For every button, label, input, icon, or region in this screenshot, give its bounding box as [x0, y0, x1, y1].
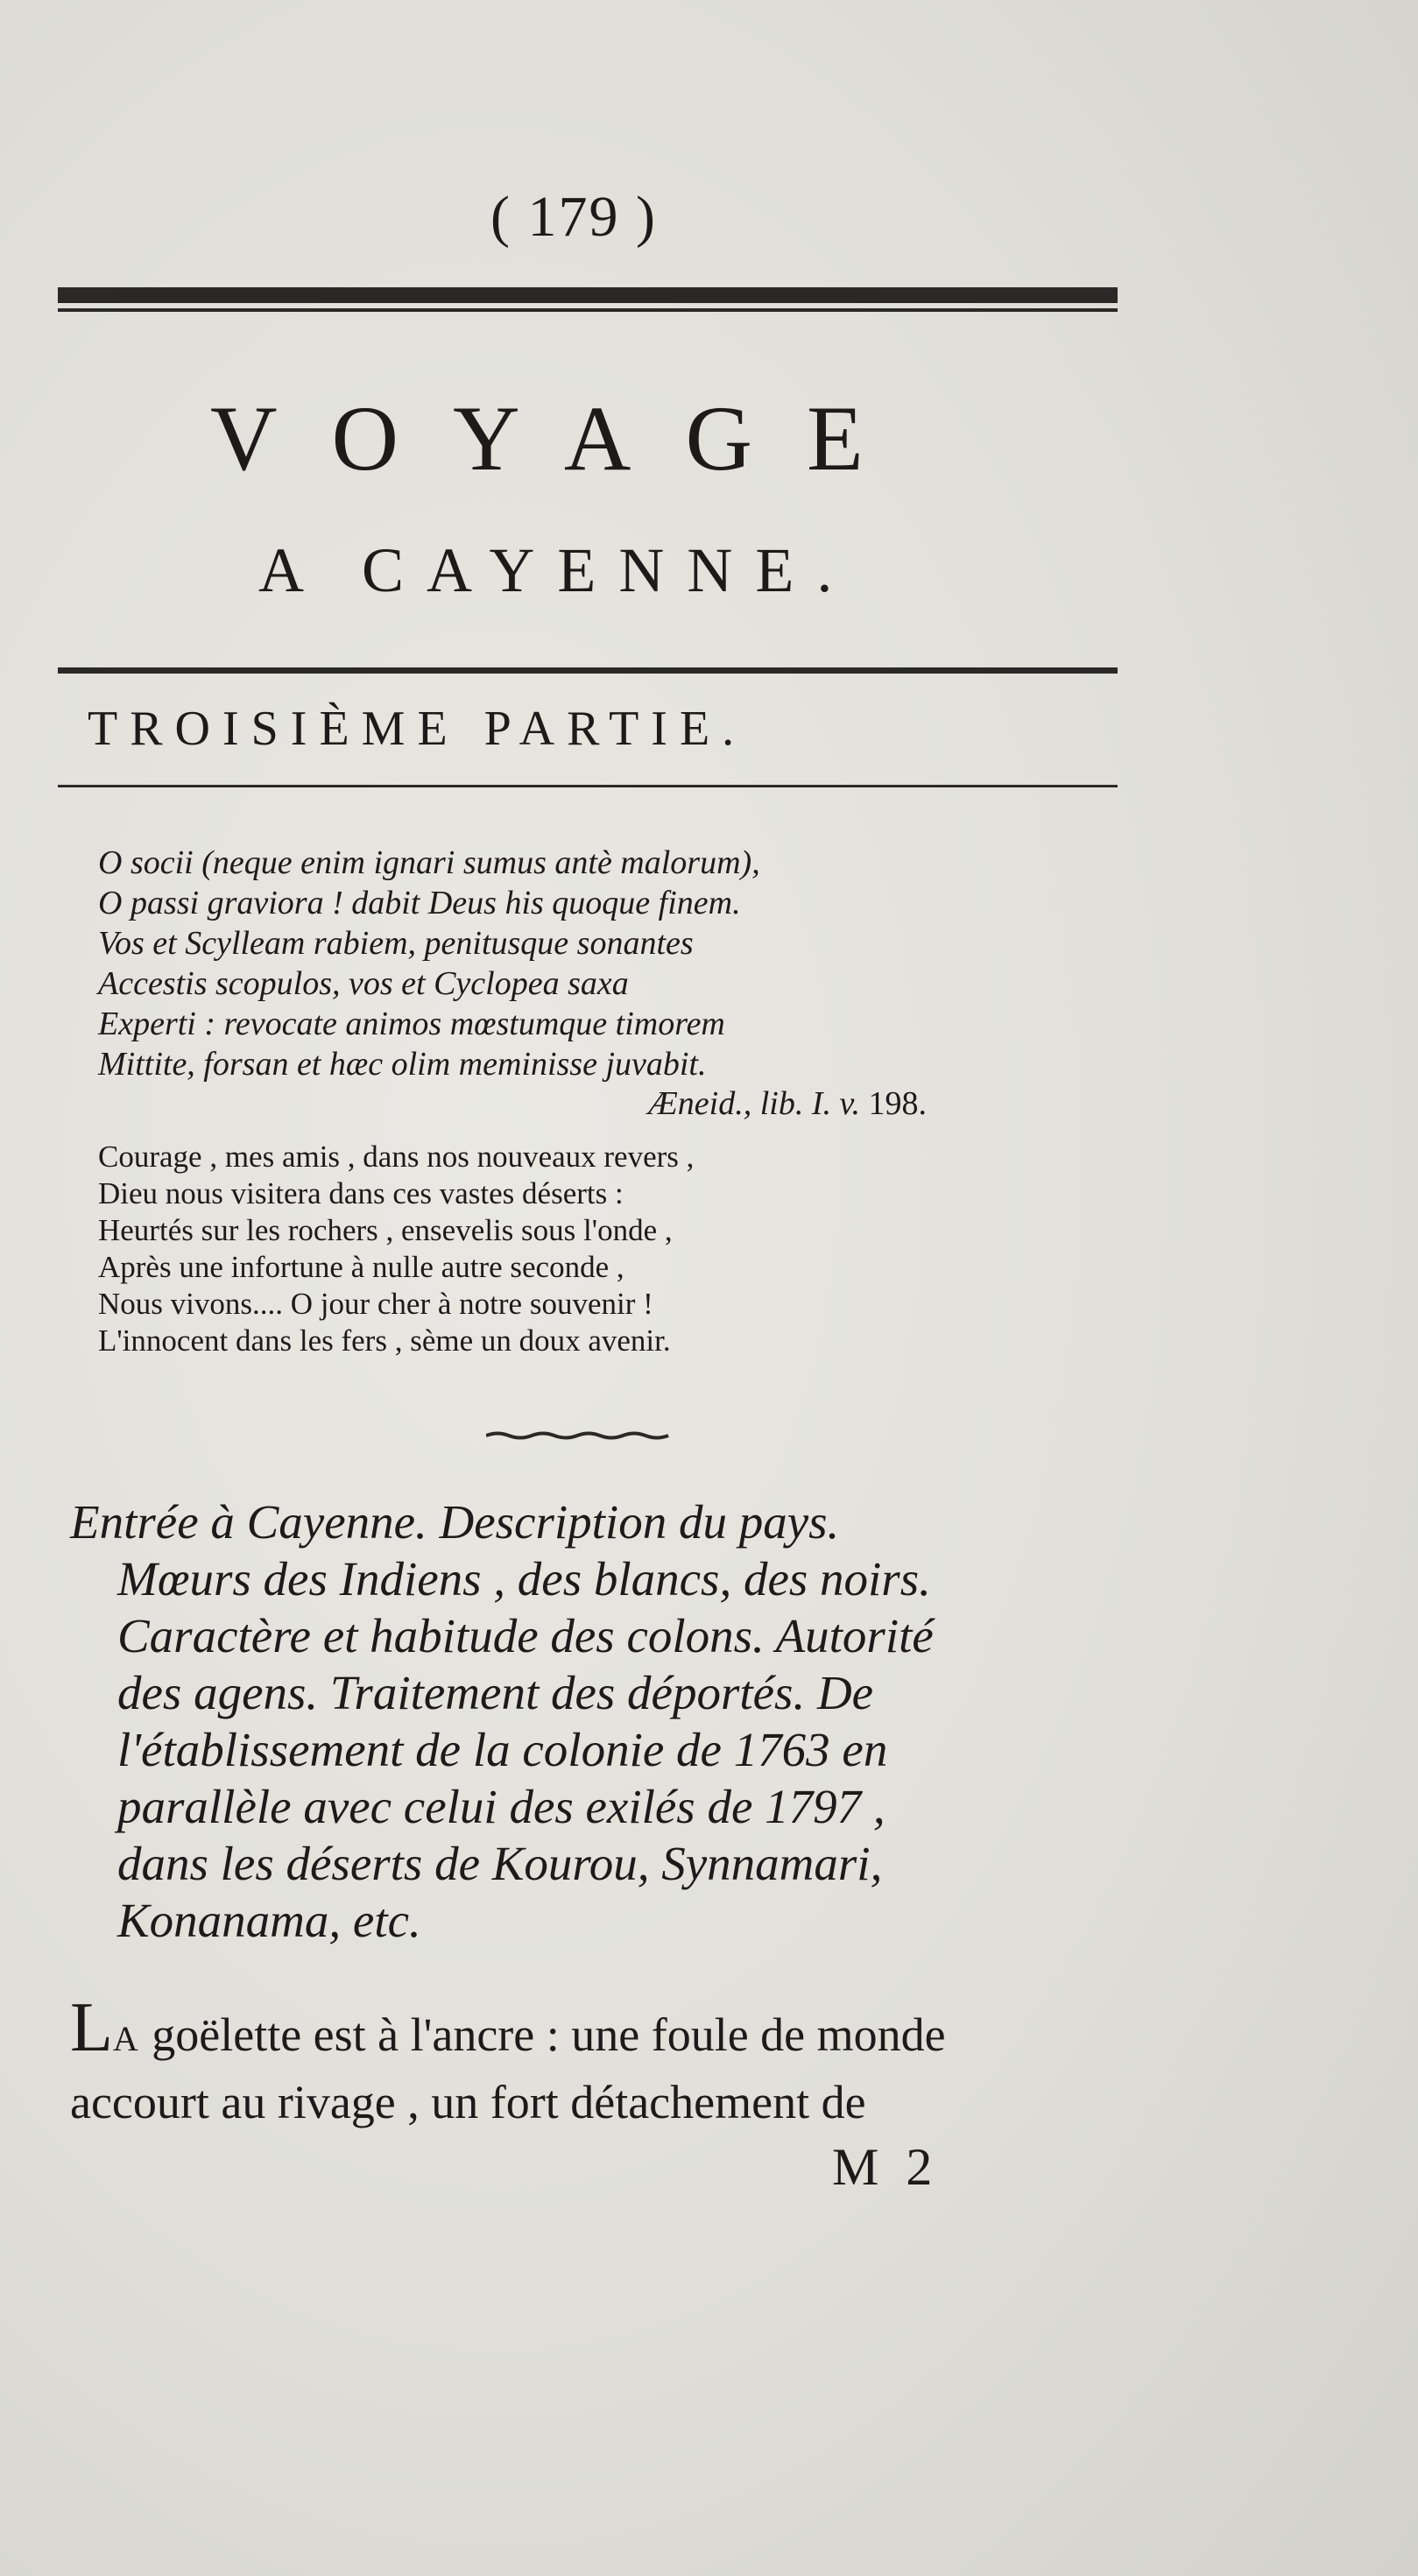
small-caps: A: [112, 2019, 140, 2058]
summary-line: parallèle avec celui des exilés de 1797 ,: [117, 1780, 885, 1833]
summary-line: des agens. Traitement des déportés. De: [117, 1666, 874, 1719]
summary-line: Entrée à Cayenne. Description du pays.: [70, 1495, 840, 1549]
epigraph-line: Experti : revocate animos mœstumque timorem: [98, 1006, 725, 1042]
body-line: [70, 1989, 1121, 2071]
epigraph-citation: [648, 1084, 927, 1123]
verse-line: Heurtés sur les rochers , ensevelis sous l'onde ,: [98, 1213, 673, 1247]
part-rule-top: [58, 667, 1118, 674]
body-paragraph: [70, 1989, 1121, 2134]
french-verse: [98, 1139, 1062, 1359]
verse-line: Après une infortune à nulle autre seconde ,: [98, 1250, 624, 1284]
verse-line: Nous vivons.... O jour cher à notre souvenir !: [98, 1287, 653, 1321]
summary-line: Caractère et habitude des colons. Autorité: [117, 1609, 934, 1662]
body-line: accourt au rivage , un fort détachement de: [70, 2076, 866, 2128]
verse-line: Dieu nous visitera dans ces vastes déserts :: [98, 1176, 624, 1210]
header-rule-thin: [58, 308, 1118, 312]
drop-cap: L: [70, 1989, 113, 2066]
signature-mark: M 2: [832, 2138, 940, 2196]
summary-line: l'établissement de la colonie de 1763 en: [117, 1723, 888, 1776]
epigraph-line: Accestis scopulos, vos et Cyclopea saxa: [98, 965, 629, 1002]
page-number: ( 179 ): [490, 185, 657, 249]
verse-line: Courage , mes amis , dans nos nouveaux revers ,: [98, 1140, 695, 1174]
verse-line: L'innocent dans les fers , sème un doux avenir.: [98, 1323, 671, 1358]
citation-number: 198.: [868, 1085, 928, 1122]
citation-text: Æneid., lib. I. v.: [648, 1085, 861, 1122]
epigraph-line: O passi graviora ! dabit Deus his quoque finem.: [98, 885, 741, 921]
summary-line: Mœurs des Indiens , des blancs, des noirs.: [117, 1552, 931, 1606]
epigraph-line: Mittite, forsan et hæc olim meminisse juvabit.: [98, 1046, 707, 1083]
epigraph-line: Vos et Scylleam rabiem, penitusque sonantes: [98, 925, 694, 962]
part-rule-bottom: [58, 785, 1118, 787]
summary-line: Konanama, etc.: [117, 1894, 421, 1947]
chapter-summary: [70, 1493, 1121, 1949]
part-heading: TROISIÈME PARTIE.: [88, 702, 747, 756]
header-rule-thick: [58, 287, 1118, 303]
summary-line: dans les déserts de Kourou, Synnamari,: [117, 1837, 883, 1890]
latin-epigraph: [98, 843, 1062, 1084]
body-line-text: goëlette est à l'ancre : une foule de monde: [139, 2008, 946, 2061]
chapter-subtitle: A CAYENNE.: [258, 535, 856, 605]
epigraph-line: O socii (neque enim ignari sumus antè malorum),: [98, 844, 760, 881]
ornament-divider: [486, 1431, 670, 1440]
chapter-title: VOYAGE: [210, 387, 918, 490]
